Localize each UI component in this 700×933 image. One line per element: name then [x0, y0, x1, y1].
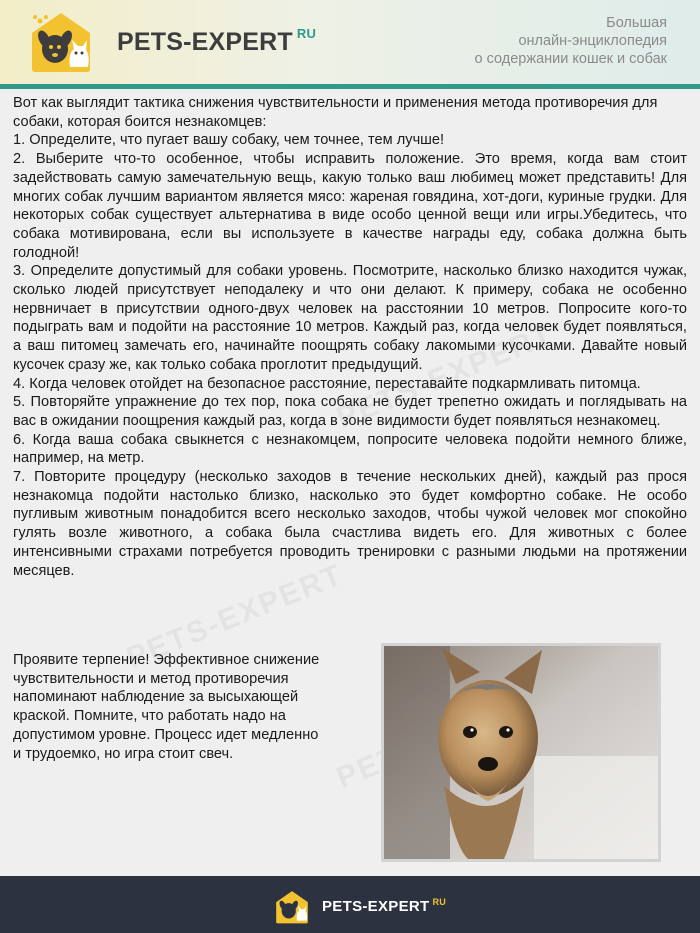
closing-line: краской. Помните, что работать надо на	[13, 708, 286, 725]
closing-note	[13, 651, 358, 763]
step-1: 1. Определите, что пугает вашу собаку, чем точнее, тем лучше!	[13, 132, 445, 149]
footer-paw-logo-icon[interactable]	[272, 889, 312, 925]
closing-line: Проявите терпение! Эффективное снижение	[13, 652, 320, 668]
closing-line: чувствительности и метод противоречия	[13, 670, 289, 687]
step-6: 6. Когда ваша собака свыкнется с незнакомцем, попросите человека подойти немного ближе, например, на метр.	[13, 431, 687, 467]
site-header	[0, 0, 700, 84]
article-body	[13, 94, 687, 580]
tagline-line: онлайн-энциклопедия	[518, 33, 667, 49]
site-footer	[0, 876, 700, 933]
step-4: 4. Когда человек отойдет на безопасное расстояние, переставайте подкармливать питомца.	[13, 375, 641, 392]
closing-line: и трудоемко, но игра стоит свеч.	[13, 745, 234, 762]
footer-brand-name: PETS-EXPERT	[322, 898, 430, 915]
tagline-line: о содержании кошек и собак	[474, 51, 667, 67]
dog-photo	[381, 643, 661, 862]
paw-logo-icon[interactable]	[26, 9, 96, 75]
step-7: 7. Повторите процедуру (несколько заходов в течение нескольких дней), каждый раз прося незнакомца подойти настолько близко, насколько это будет комфортно собаке. Не особо пугливым животным понадобится всего несколько заходов, чтобы чужой человек мог спокойно гулять возле животного, а собака была счастлива видеть его. Для животных с более интенсивными страхами потребуется проводить тренировки с разными людьми на протяжении месяцев.	[13, 469, 687, 579]
yorkshire-terrier-image	[384, 646, 658, 859]
step-3: 3. Определите допустимый для собаки уровень. Посмотрите, насколько близко находится чужак, сколько людей присутствует неподалеку и что они делают. К примеру, собака не особенно нервничает в присутствии одного-двух человек на расстоянии 10 метров. Попросите кого-то подыграть вам и подойти на расстояние 10 метров. Каждый раз, когда человек будет появляться, а ваш питомец замечать его, начинайте поощрять собаку лакомыми кусочками. Давайте новый кусочек сразу же, как только собака проглотит предыдущий.	[13, 263, 687, 373]
footer-brand-text[interactable]	[322, 897, 446, 915]
footer-brand-suffix: RU	[432, 897, 447, 907]
closing-line: допустимом уровне. Процесс идет медленно	[13, 726, 319, 743]
site-tagline	[475, 14, 667, 68]
tagline-line: Большая	[606, 15, 667, 31]
brand-suffix: RU	[296, 26, 317, 41]
article-intro: Вот как выглядит тактика снижения чувствительности и применения метода противоречия для собаки, которая боится незнакомцев:	[13, 95, 658, 130]
header-divider	[0, 84, 700, 89]
step-2: 2. Выберите что-то особенное, чтобы исправить положение. Это время, когда вам стоит задействовать самую замечательную вещь, какую только ваш любимец может представить! Для многих собак лучшим вариантом является мясо: жареная говядина, хот-доги, куриные грудки. Для некоторых собак существует альтернатива в виде особо ценной вещи или игры.Убедитесь, что собака мотивирована, если вы используете в качестве награды еду, собака должна быть голодной!	[13, 151, 687, 261]
step-5: 5. Повторяйте упражнение до тех пор, пока собака не будет трепетно ожидать и поглядывать на вас в ожидании поощрения каждый раз, когда в зоне видимости будет появляться незнакомец.	[13, 394, 687, 429]
brand-name: PETS-EXPERT	[117, 28, 293, 56]
closing-line: напоминают наблюдение за высыхающей	[13, 689, 299, 706]
brand-logo-text[interactable]	[117, 26, 316, 57]
